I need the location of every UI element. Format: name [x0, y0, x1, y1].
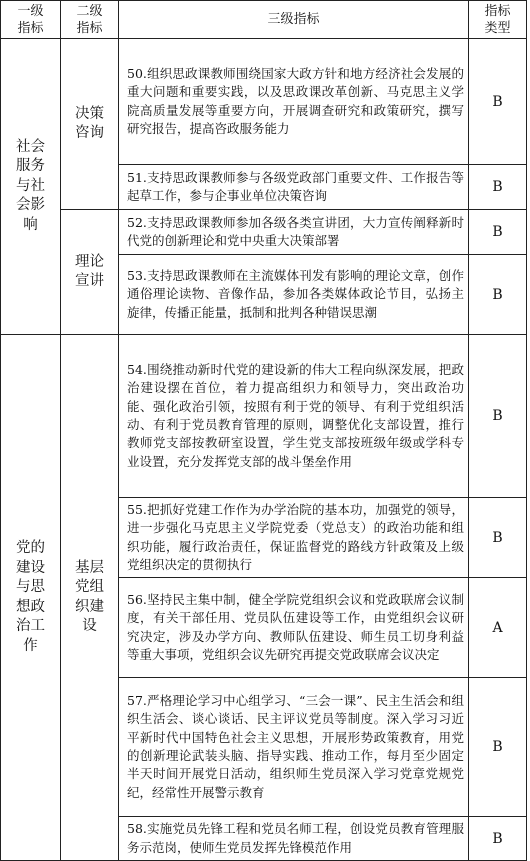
indicator-type: B	[469, 39, 527, 165]
level2-cell	[61, 335, 119, 861]
header-level1-text: 一级指标	[17, 3, 44, 36]
header-type-text: 指标类型	[484, 3, 511, 36]
level2-label: 理论宣讲	[75, 253, 104, 289]
level1-cell	[1, 39, 61, 335]
indicator-type: B	[469, 498, 527, 578]
level2-label: 基层党组织建设	[75, 559, 104, 634]
indicator-type: B	[469, 165, 527, 210]
indicator-type: B	[469, 335, 527, 498]
indicator-text: 52.支持思政课教师参加各级各类宣讲团，大力宣传阐释新时代党的创新理论和党中央重大决策部署	[119, 210, 469, 255]
indicator-type: B	[469, 678, 527, 817]
level1-label: 社会服务与社会影响	[16, 138, 45, 233]
indicator-text: 51.支持思政课教师参与各级党政部门重要文件、工作报告等起草工作，参与企事业单位决策咨询	[119, 165, 469, 210]
header-row	[1, 1, 527, 39]
level2-cell	[61, 210, 119, 335]
indicator-type: B	[469, 255, 527, 335]
table-row	[1, 39, 527, 165]
level2-label: 决策咨询	[75, 105, 104, 141]
header-type	[469, 1, 527, 39]
header-level1	[1, 1, 61, 39]
header-level2-text: 二级指标	[76, 3, 103, 36]
table-row	[1, 210, 527, 255]
indicator-type: B	[469, 210, 527, 255]
indicator-text: 50.组织思政课教师围绕国家大政方针和地方经济社会发展的重大问题和重要实践，以及思政课改革创新、马克思主义学院高质量发展等重要方向，开展调查研究和政策研究，撰写研究报告，提高咨政服务能力	[119, 39, 469, 165]
indicator-type: A	[469, 578, 527, 678]
indicator-type: B	[469, 817, 527, 861]
level2-cell	[61, 39, 119, 210]
indicator-text: 54.围绕推动新时代党的建设新的伟大工程向纵深发展，把政治建设摆在首位，着力提高组织力和领导力，突出政治功能、强化政治引领，按照有利于党的领导、有利于党组织活动、有利于党员教育管理的原则，调整优化支部设置，推行教师党支部按教研室设置，学生党支部按班级年级或学科专业设置，充分发挥党支部的战斗堡垒作用	[119, 335, 469, 498]
header-level3: 三级指标	[119, 1, 469, 39]
header-level2	[61, 1, 119, 39]
level1-label: 党的建设与思想政治工作	[16, 540, 45, 654]
indicator-text: 55.把抓好党建工作作为办学治院的基本功，加强党的领导，进一步强化马克思主义学院党委（党总支）的政治功能和组织功能，履行政治责任，保证监督党的路线方针政策及上级党组织决定的贯彻执行	[119, 498, 469, 578]
indicator-text: 58.实施党员先锋工程和党员名师工程，创设党员教育管理服务示范岗，使师生党员发挥先锋模范作用	[119, 817, 469, 861]
level1-cell	[1, 335, 61, 861]
indicator-text: 53.支持思政课教师在主流媒体刊发有影响的理论文章，创作通俗理论读物、音像作品，参加各类媒体政论节目，弘扬主旋律，传播正能量，抵制和批判各种错误思潮	[119, 255, 469, 335]
table-row	[1, 335, 527, 498]
indicator-text: 56.坚持民主集中制，健全学院党组织会议和党政联席会议制度，有关干部任用、党员队伍建设等工作，由党组织会议研究决定，涉及办学方向、教师队伍建设、师生员工切身利益等重大事项，党组织会议先研究再提交党政联席会议决定	[119, 578, 469, 678]
indicator-text: 57.严格理论学习中心组学习、“三会一课”、民主生活会和组织生活会、谈心谈话、民主评议党员等制度。深入学习习近平新时代中国特色社会主义思想，开展形势政策教育，用党的创新理论武装头脑、指导实践、推动工作，每月至少固定半天时间开展党日活动，组织师生党员深入学习党章党规党纪，经常性开展警示教育	[119, 678, 469, 817]
